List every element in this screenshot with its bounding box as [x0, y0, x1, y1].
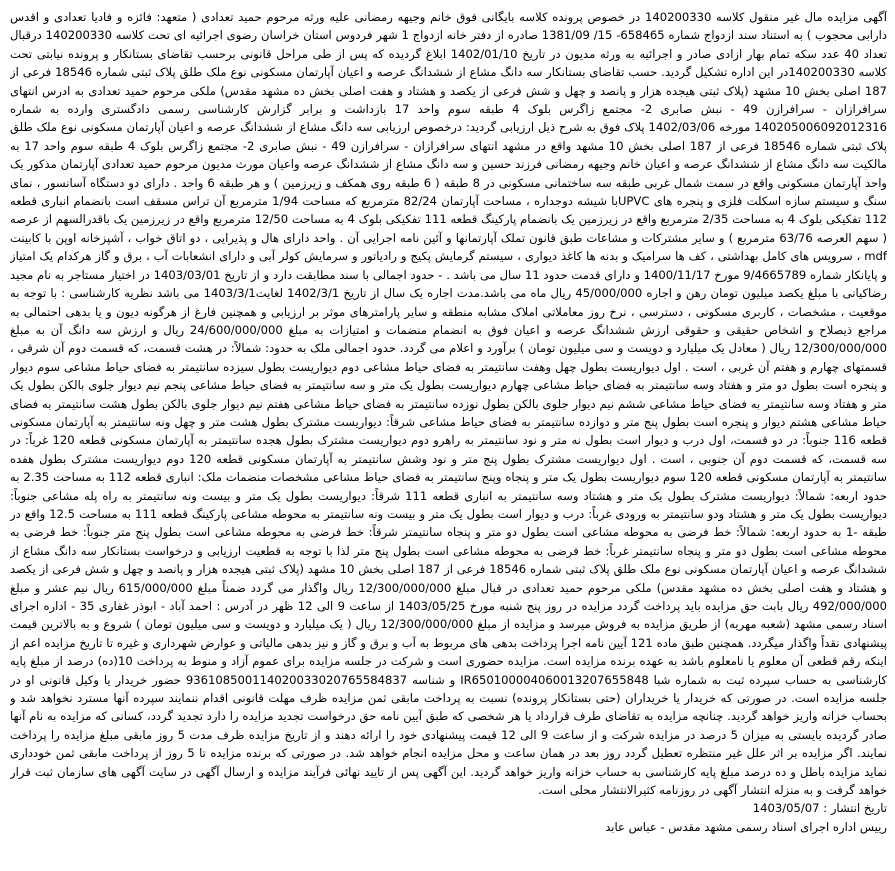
auction-notice — [10, 8, 887, 866]
notice-date: تاریخ انتشار : 1403/05/07 — [752, 801, 887, 816]
notice-signature: رییس اداره اجرای اسناد رسمی مشهد مقدس - عباس عابد — [605, 819, 887, 834]
notice-body: آگهی مزایده مال غیر منقول کلاسه 140200330 در خصوص پرونده کلاسه بایگانی فوق خانم وجیهه رمضانی علیه ورثه مرحوم حمید تعدادی ( متعهد: فائزه و فادیا تعدادی و اقدس دارابی محجوب ) به استناد سند ازدواج شماره 658465- 15/ 1381/09 صادره از دفتر خانه ازدواج 1 شهر فردوس استان خراسان رضوی اجرائیه ای تحت کلاسه 140200330 درقبال تعداد 40 عدد سکه تمام بهار ازادی صادر و اجرائیه به ورثه مدیون در تاریخ 1402/01/10 ابلاغ گردیده که پس از طی مراحل قانونی برحسب تقاضای بستانکار و پرونده نیابتی تحت کلاسه 140200330در این اداره تشکیل گردید. حسب تقاضای بستانکار سه دانگ مشاع از ششدانگ عرصه و اعیان آپارتمان مسکونی نوع ملک طلق پلاک ثبتی شماره 18546 فرعی از 187 اصلی بخش 10 مشهد (پلاک ثبتی هیجده هزار و پانصد و چهل و شش فرعی از یکصد و هشتاد و هفت اصلی بخش ده مشهد مقدس) ملکی مرحوم حمید تعدادی به ادرس انتهای سرافرازان - سرافرازن 49 - نبش صابری 2- مجتمع زاگرس بلوک 4 طبقه سوم واحد 17 بازداشت و برابر گزارش کارشناسی رسمی دادگستری وارده به شماره 140205006092012316 مورخه 1402/03/06 پلاک فوق به شرح ذیل ارزیابی گردید: درخصوص ارزیابی سه دانگ مشاع از ششدانگ عرصه و اعیان آپارتمان مسکونی نوع ملک طلق پلاک ثبتی شماره 18546 فرعی از 187 اصلی بخش 10 مشهد واقع در مشهد انتهای سرافرازان - سرافرازن 49 - نبش صابری 2- مجتمع زاگرس بلوک 4 طبقه سوم واحد 17 به مالکیت سه دانگ مشاع از ششدانگ عرصه و اعیان خانم وجیهه رمضانی فرزند حسین و سه دانگ مشاع از ششدانگ عرصه واعیان مورث مدیون مرحوم حمید تعدادی آپارتمان مذکور یک واحد آپارتمان مسکونی واقع در سمت شمال غربی طبقه سه ساختمانی مسکونی در 8 طبقه ( 6 طبقه روی همکف و زیرزمین ) و هر طبقه 6 واحد . دارای دو دستگاه آسانسور ، نمای سنگ و سیستم سازه اسکلت فلزی و پنجره های UPVCبا شیشه دوجداره ، مساحت آپارتمان 82/24 مترمربع که مساحت 1/94 مترمربع آن تراس مسقف است بانضمام انباری قطعه 112 تفکیکی بلوک 4 به مساحت 2/35 مترمربع واقع در زیرزمین یک بانضمام پارکینگ قطعه 111 تفکیکی بلوک 4 به مساحت 12/50 مترمربع واقع در زیرزمین یک باقدرالسهم از عرصه ( سهم العرصه 63/76 مترمربع ) و سایر مشترکات و مشاعات طبق قانون تملک آپارتمانها و آئین نامه اجرایی آن . واحد دارای هال و پذیرایی ، دو اتاق خواب ، آشپزخانه اوپن با کابینت mdf ، سرویس های کامل بهداشتی ، کف ها سرامیک و بدنه ها کاغذ دیواری ، سیستم گرمایش پکیج و رادیاتور و سرمایش کولر آبی و دارای انشعابات آب ، برق و گاز هرکدام یک امتیاز و پایانکار شماره 9/4665789 مورخ 1400/11/17 و دارای قدمت حدود 11 سال می باشد . - حدود اجمالی با سند مطابقت دارد و از تاریخ 1403/03/01 در اختیار مستاجر به نام مجید رضاکیانی با مبلغ یکصد میلیون تومان رهن و اجاره 45/000/000 ریال ماه می باشد.مدت اجاره یک سال از تاریخ 1402/3/1 لغایت1403/3/1 می باشد نظریه کارشناسی : با توجه به موقعیت ، مشخصات ، کاربری مسکونی ، دسترسی ، نرخ روز معاملاتی املاک مشابه منطقه و سایر پارامترهای موثر بر ارزیابی و همچنین فارغ از هرگونه دیون و یا بدهی احتمالی به مراجع ذیصلاح و اشخاص حقیقی و حقوقی ارزش ششدانگ عرصه و اعیان فوق به انضمام منضمات و امتیازات به مبلغ 24/600/000/000 ریال و ارزش سه دانگ آن به مبلغ 12/300/000/000 ریال ( معادل یک میلیارد و دویست و سی میلیون تومان ) برآورد و اعلام می گردد. حدود اجمالی ملک به حدود: شمالاً: در هشت قسمت، که قسمت دوم آن شرقی ، قسمتهای چهارم و هفتم آن غربی ، است . اول دیواریست بطول چهل وهفت سانتیمتر به فضای حیاط مشاعی دوم دیواریست بطول سیزده سانتیمتر به فضای حیاط مشاعی سوم دیوار و پنجره است بطول دو متر و هفتاد وسه سانتیمتر به فضای حیاط مشاعی چهارم دیواریست بطول یک متر و سه سانتیمتر به فضای حیاط مشاعی پنجم نیم دیوار جلوی بالکن بطول یک متر و هفتاد وسه سانتیمتر به فضای حیاط مشاعی ششم نیم دیوار جلوی بالکن بطول نوزده سانتیمتر به فضای حیاط مشاعی هفتم نیم دیوار جلوی بالکن بطول هشت سانتیمتر به فضای حیاط مشاعی هشتم دیوار و پنجره است بطول پنج متر و دوازده سانتیمتر به فضای حیاط مشاعی شرقاً: دیواریست مشترک بطول هشت متر و چهل ونه سانتیمتر به آپارتمان مسکونی قطعه 116 جنوباً: در دو قسمت، اول درب و دیوار است بطول نه متر و نود سانتیمتر به راهرو دوم دیواریست مشترک بطول هجده سانتیمتر به آپارتمان مسکونی قطعه 120 غرباً: در سه قسمت، که قسمت دوم آن جنوبی ، است . اول دیواریست مشترک بطول پنج متر و نود وشش سانتیمتر به آپارتمان مسکونی قطعه 120 دوم دیواریست مشترک بطول هفده سانتیمتر به آپارتمان مسکونی قطعه 120 سوم دیواریست بطول یک متر و پنجاه وپنج سانتیمتر به فضای حیاط مشاعی مشخصات منضمات ملک: انباری قطعه 112 به مساحت 2.35 به حدود اربعه: شمالاً: دیواریست مشترک بطول یک متر و هشتاد وسه سانتیمتر به انباری قطعه 111 شرقاً: دیواریست بطول یک متر و بیست ونه سانتیمتر به راه پله مشاعی جنوباً: دیواریست بطول یک متر و هشتاد ودو سانتیمتر به ورودی غرباً: درب و دیوار است بطول یک متر و بیست ونه سانتیمتر به محوطه مشاعی پارکینگ قطعه 111 به مساحت 12.5 واقع در طبقه -1 به حدود اربعه: شمالاً: خط فرضی به محوطه مشاعی است بطول دو متر و پنجاه سانتیمتر شرقاً: خط فرضی به محوطه مشاعی است بطول پنج متر جنوباً: خط فرضی به محوطه مشاعی است بطول دو متر و پنجاه سانتیمتر غرباً: خط فرضی به محوطه مشاعی است بطول پنج متر لذا با توجه به قطعیت ارزیابی و درخواست بستانکار سه دانگ مشاع از ششدانگ عرصه و اعیان آپارتمان مسکونی نوع ملک طلق پلاک ثبتی شماره 18546 فرعی از 187 اصلی بخش 10 مشهد (پلاک ثبتی هیجده هزار و پانصد و چهل و شش فرعی از یکصد و هشتاد و هفت اصلی بخش ده مشهد مقدس) ملکی مرحوم حمید تعدادی در قبال مبلغ 12/300/000/000 ریال واگذار می گردد ضمناً مبلغ 615/000/000 ریال نیم عشر و مبلغ 492/000/000 ریال بابت حق مزایده باید پرداخت گردد مزایده در روز پنج شنبه مورخ 1403/05/25 از ساعت 9 الی 12 ظهر در آدرس : احمد آباد - ابوذر غفاری 35 - اداره اجرای اسناد رسمی مشهد (شعبه مهریه) از طریق مزایده به فروش میرسد و مزایده از مبلغ 12/300/000/000 ریال ( یک میلیارد و دویست و سی میلیون تومان ) شروع و به بالاترین قیمت پیشنهادی نقداً واگذار میگردد. همچنین طبق ماده 121 آیین نامه اجرا پرداخت بدهی های مربوط به آب و برق و گاز و نیز بدهی مالیاتی و عوارض شهرداری و غیره تا تاریخ مزایده اعم از اینکه رقم قطعی آن معلوم یا نامعلوم باشد به عهده برنده مزایده است. مزایده حضوری است و شرکت در جلسه مزایده برای عموم آزاد و منوط به پرداخت 10(ده) درصد از مبلغ پایه کارشناسی به حساب سپرده ثبت به شماره شبا IR650100004060013207655848 و شناسه 936108500114020033020765584837 حضور خریدار یا وکیل قانونی او در جلسه مزایده است. در صورتی که خریدار یا خریداران (حتی بستانکار پرونده) نسبت به پرداخت مابقی ثمن مزایده ظرف مهلت قانونی اقدام ننمایند سپرده آنها مسترد نخواهد شد و بحساب خزانه واریز خواهد گردید. چنانچه مزایده به تقاضای طرف قرارداد یا هر شخصی که طبق آیین نامه حق درخواست تجدید مزایده را دارد تجدید گردد، کسانی که مزایده به نام آنها صادر گردیده بایستی به میزان 5 درصد در مزایده شرکت و از ساعت 9 الی 12 قیمت پیشنهادی خود را ارائه دهند و از تاریخ مزایده ظرف مدت 5 روز مابقی مبلغ مزایده را پرداخت نمایند. اگر مزایده بر اثر علل غیر منتظره تعطیل گردد روز بعد در همان ساعت و محل مزایده انجام خواهد شد. در صورتی که برنده مزایده تا 5 روز از پرداخت مابقی ثمن خودداری نماید مزایده باطل و ده درصد مبلغ پایه کارشناسی به حساب خزانه واریز خواهد گردید. این آگهی پس از تایید نهائی فرآیند مزایده و ارسال آگهی در سایت آگهی های سازمان ثبت قرار خواهد گرفت و به منزله انتشار آگهی در روزنامه کثیرالانتشار محلی است. — [10, 10, 887, 798]
